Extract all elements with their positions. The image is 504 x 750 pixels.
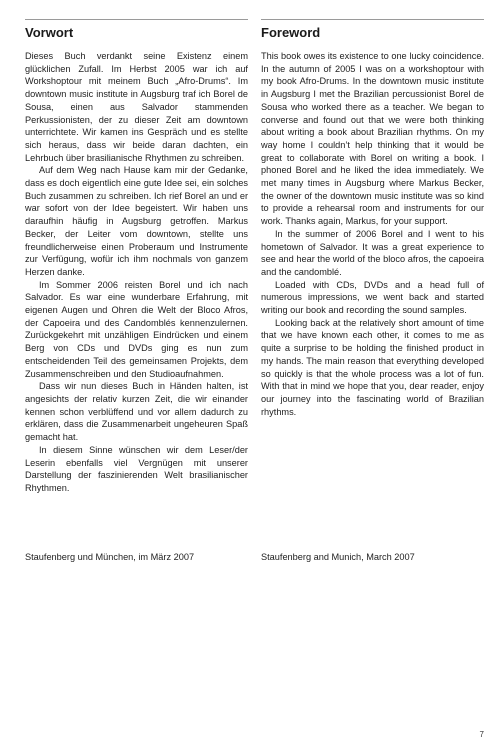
german-paragraph: In diesem Sinne wünschen wir dem Leser/der Leserin ebenfalls viel Vergnügen mit unserer Darstellung der faszinierenden Welt brasilianischer Rhythmen. — [25, 444, 248, 493]
heading-rule — [261, 19, 484, 20]
english-heading: Foreword — [261, 25, 321, 40]
german-column — [25, 19, 248, 495]
english-paragraph: Loaded with CDs, DVDs and a head full of numerous impressions, we went back and started writing our book and recording the sound samples. — [261, 279, 484, 316]
german-paragraph: Im Sommer 2006 reisten Borel und ich nach Salvador. Es war eine wunderbare Erfahrung, mit eigenen Augen und Ohren die Welt der Bloco Afros, der Capoeira und des Candomblés kennenzulernen. Zurückgekehrt mit unzähligen Eindrücken und einem Berg von CDs und DVDs ging es nun zum entscheidenden Teil des gemeinsamen Projekts, dem Zusammenschreiben und den Studioaufnahmen. — [25, 279, 248, 379]
english-signature: Staufenberg and Munich, March 2007 — [261, 552, 415, 562]
german-signature: Staufenberg und München, im März 2007 — [25, 552, 195, 562]
page-number: 7 — [479, 730, 484, 739]
english-paragraph: Looking back at the relatively short amount of time that we have known each other, it comes to me as quite a surprise to be holding the finished product in my hands. The main reason that everything developed so quickly is that the whole process was a lot of fun. With that in mind we hope that you, dear reader, enjoy our journey into the fascinating world of Brazilian rhythms. — [261, 317, 484, 417]
english-paragraph: This book owes its existence to one lucky coincidence. In the autumn of 2005 I was on a workshoptour with my book Afro-Drums. In the downtown music institute in Augsburg I met the Brazilian percussionist Borel de Sousa who worked there as a teacher. We began to converse and found out that we were both thinking about writing a book about Brazilian rhythms. On my way home I couldn’t help thinking that it would be great to collaborate with Borel on writing a book. I phoned Borel and he liked the idea immediately. We met many times in Augsburg where Markus Becker, the owner of the downtown music institute was so kind to provide a rehearsal room and instruments for our work. Thanks again, Markus, for your support. — [261, 51, 484, 227]
german-body — [25, 50, 248, 495]
german-paragraph: Dieses Buch verdankt seine Existenz einem glücklichen Zufall. Im Herbst 2005 war ich auf Workshoptour mit meinem Buch „Afro-Drums“. Im downtown music institute in Augsburg traf ich Borel de Sousa, einen aus Salvador stammenden Perkussionisten, der zu dieser Zeit am downtown unterrichtete. Wir kamen ins Gespräch und es stellte sich heraus, dass wir beide daran dachten, ein Lehrbuch über brasilianische Rhythmen zu schreiben. — [25, 51, 248, 163]
german-paragraph: Dass wir nun dieses Buch in Händen halten, ist angesichts der relativ kurzen Zeit, die wir einander kennen schon verblüffend und vor allem dadurch zu erklären, dass die Zusammenarbeit ungeheuren Spaß gemacht hat. — [25, 381, 248, 443]
heading-rule — [25, 19, 248, 20]
english-paragraph: In the summer of 2006 Borel and I went to his hometown of Salvador. It was a great experience to see and hear the world of the bloco afros, the capoeira and the candomblé. — [261, 228, 484, 277]
german-paragraph: Auf dem Weg nach Hause kam mir der Gedanke, dass es doch eigentlich eine gute Idee sei, ein solches Buch zusammen zu schreiben. Ich rief Borel an und er war sofort von der Idee begeistert. Wir haben uns daraufhin häufig in Augsburg getroffen. Markus Becker, der Leiter vom downtown, stellte uns freundlicherweise einen Proberaum und Instrumente zur Verfügung, wofür ich ihm nochmals von ganzem Herzen danke. — [25, 165, 248, 277]
english-column — [261, 19, 484, 418]
german-heading: Vorwort — [25, 25, 74, 40]
english-body — [261, 50, 484, 418]
